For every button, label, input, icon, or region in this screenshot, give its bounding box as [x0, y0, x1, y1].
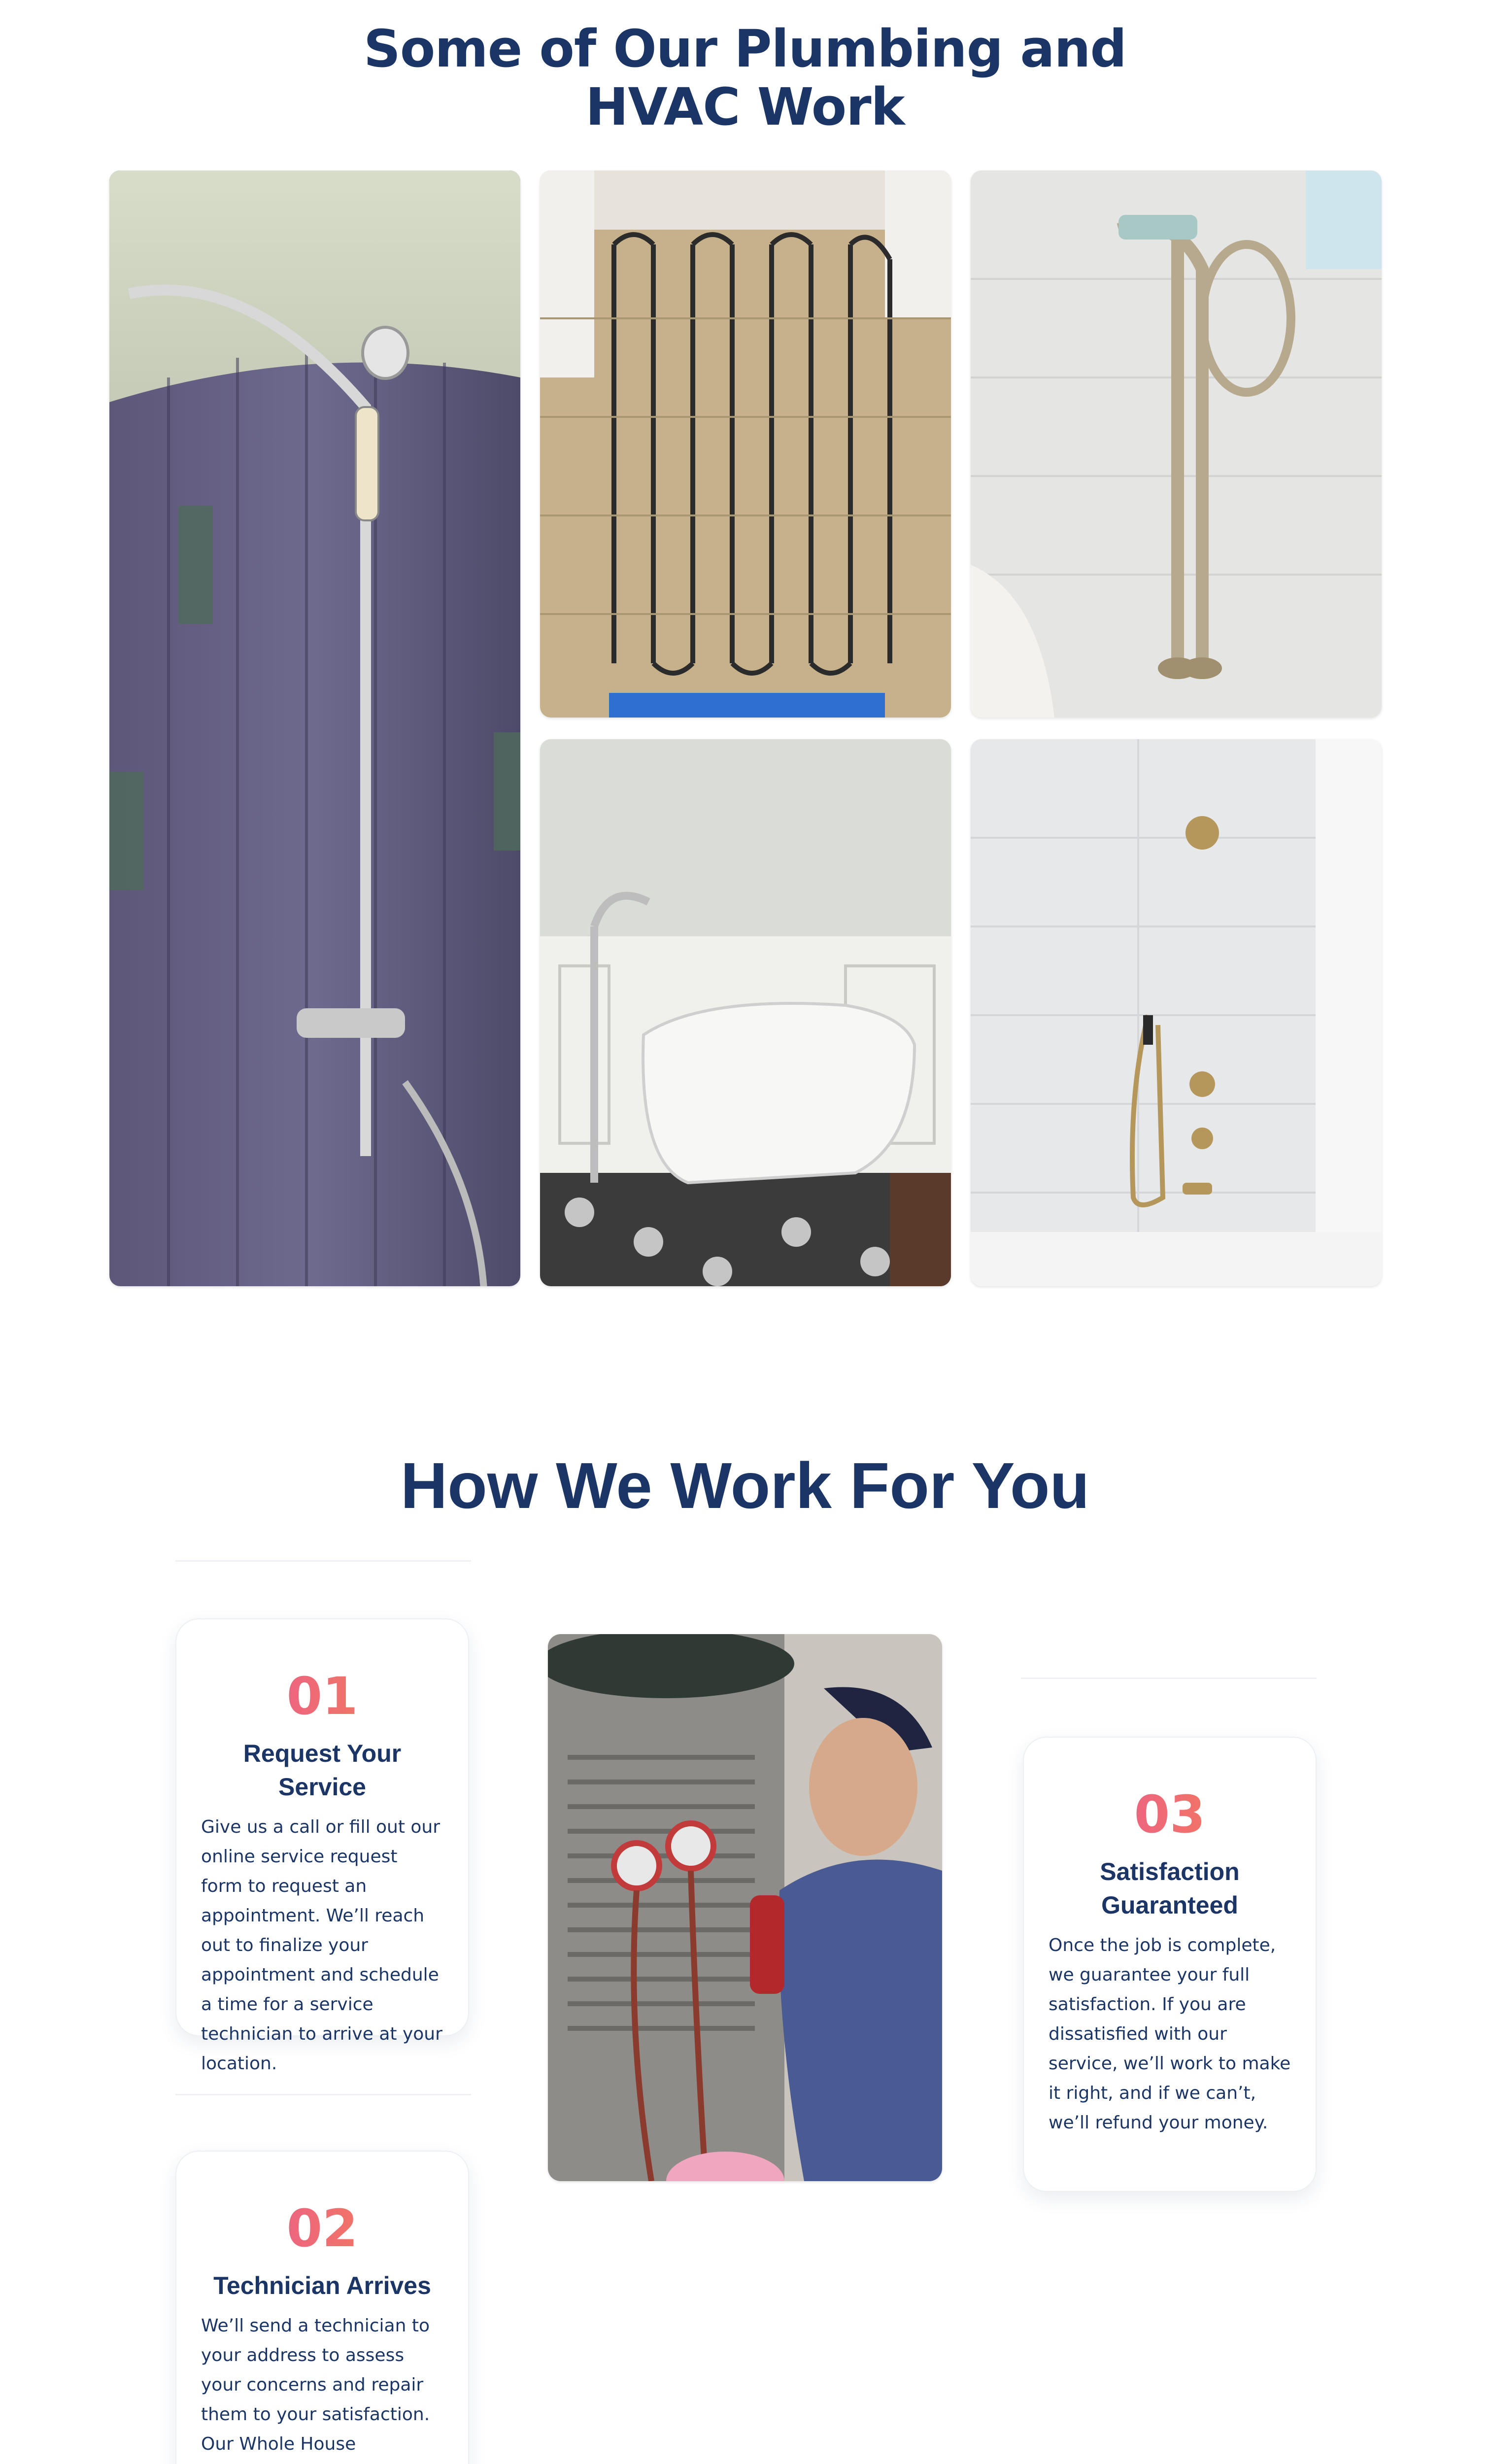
step-card-satisfaction-guaranteed: [1023, 1737, 1317, 2192]
divider: [1021, 1677, 1317, 1679]
gallery-photo-tub-faucet[interactable]: [971, 171, 1382, 718]
step-card-technician-arrives: [175, 2151, 469, 2464]
technician-ac-photo: [548, 1634, 942, 2181]
divider: [175, 1560, 471, 1562]
step-title: Technician Arrives: [213, 2272, 431, 2299]
step-description: We’ll send a technician to your address to assess your concerns and repair them to your satisfaction. Our Whole House: [201, 2316, 430, 2454]
step-number: 03: [1049, 1785, 1291, 1844]
step-title: Request Your Service: [243, 1740, 402, 1801]
gallery-photo-brass-shower[interactable]: [971, 739, 1382, 1286]
gallery-title-line2: HVAC Work: [585, 77, 905, 137]
how-we-work-title: How We Work For You: [400, 1449, 1090, 1522]
step-title: Satisfaction Guaranteed: [1100, 1858, 1240, 1919]
gallery-photo-bathtub[interactable]: [540, 739, 951, 1286]
step-card-request-service: [175, 1618, 469, 2074]
gallery-photo-shower-tall[interactable]: [109, 171, 520, 1286]
step-description: Once the job is complete, we guarantee your full satisfaction. If you are dissatisfied with our service, we’ll work to make it right, and if we can’t, we’ll refund your money.: [1049, 1935, 1291, 2133]
gallery-title: [0, 20, 1490, 136]
divider: [175, 2094, 471, 2095]
step-description: Give us a call or fill out our online service request form to request an appointment. We’ll reach out to finalize your appointment and schedule a time for a service technician to arrive at your location.: [201, 1817, 442, 2074]
step-number: 01: [201, 1667, 443, 1726]
gallery-title-line1: Some of Our Plumbing and: [363, 19, 1127, 79]
step-number: 02: [201, 2199, 443, 2258]
gallery-photo-radiant-floor[interactable]: [540, 171, 951, 718]
